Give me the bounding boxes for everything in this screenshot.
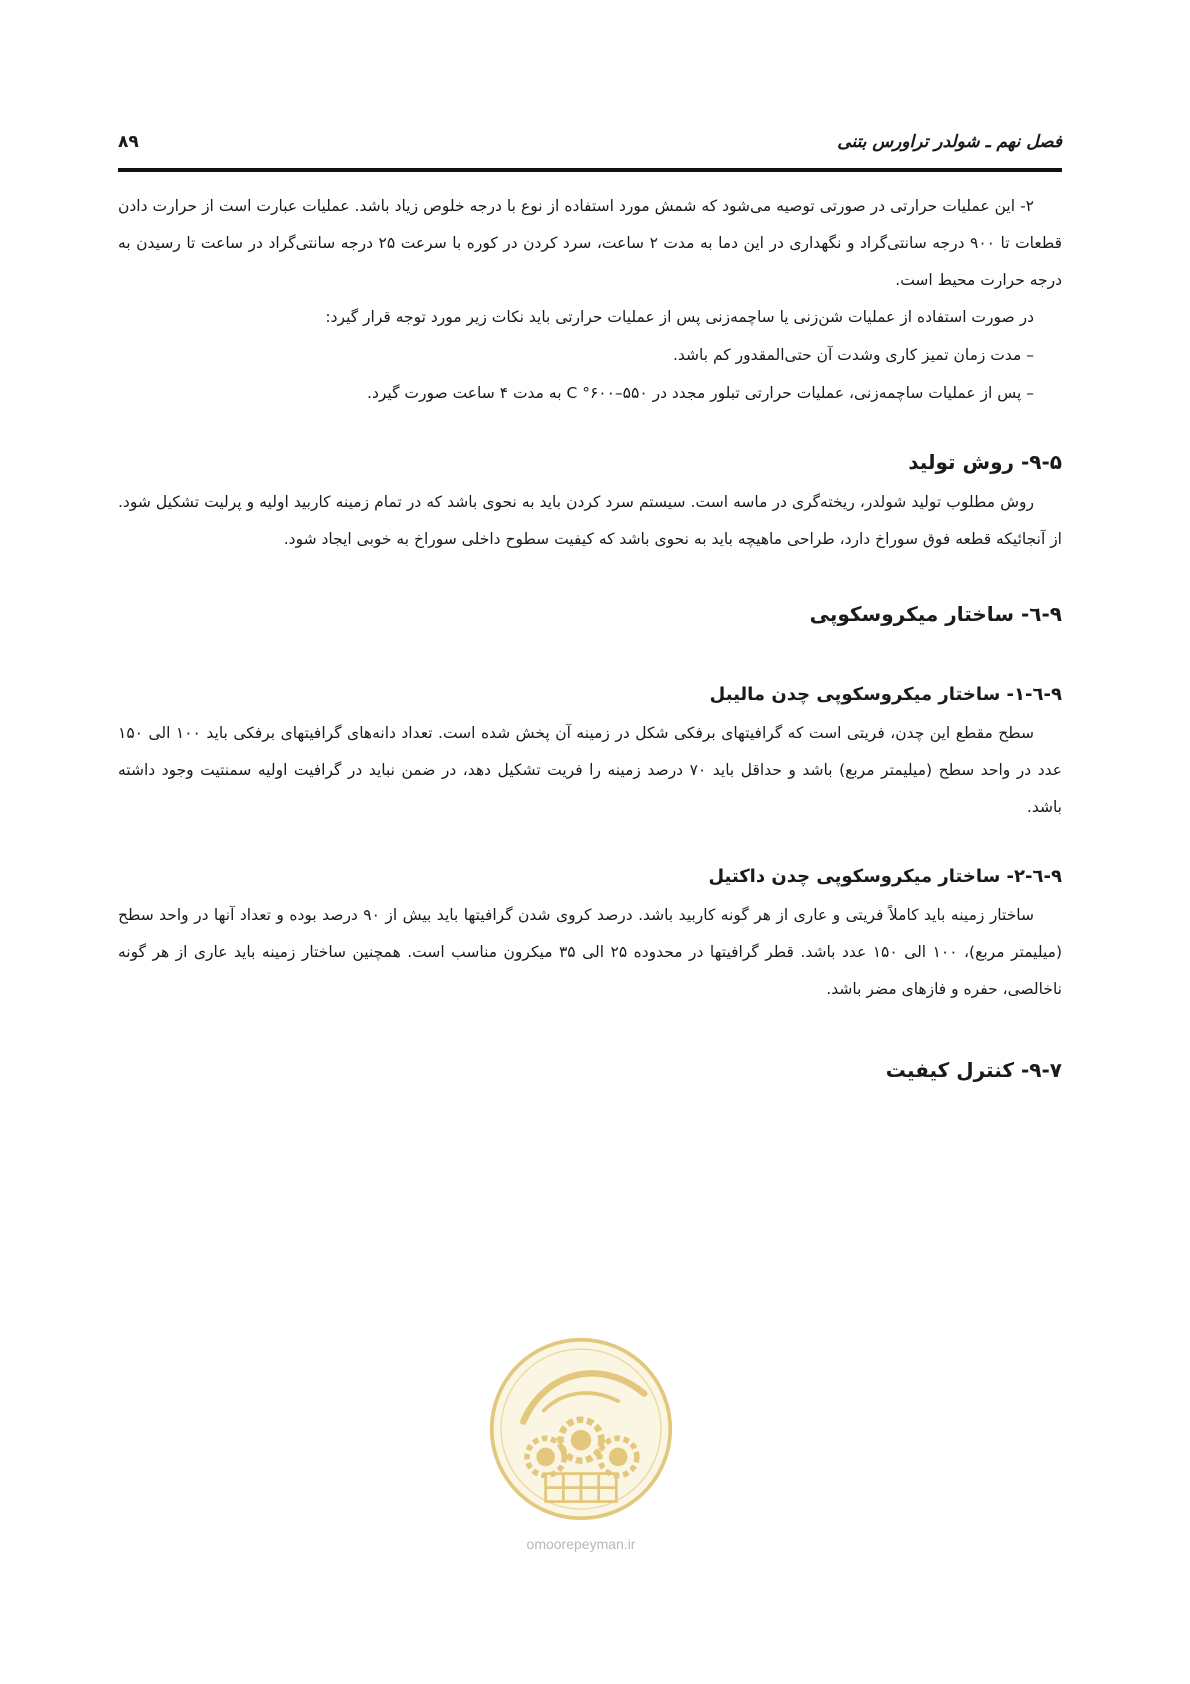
watermark-logo	[488, 1336, 674, 1522]
chapter-title: فصل نهم ـ شولدر تراورس بتنی	[837, 132, 1062, 152]
subsection-heading-ductile-iron: ۹-٦-۲- ساختار میکروسکوپی چدن داکتیل	[708, 866, 1062, 887]
paragraph-heat-treatment: ۲- این عملیات حرارتی در صورتی توصیه می‌شود که شمش مورد استفاده از نوع با درجه خلوص زیاد باشد. عملیات عبارت است از حرارت دادن قطعات تا ۹۰۰ درجه سانتی‌گراد و نگهداری در این دما به مدت ۲ ساعت، سرد کردن در کوره با سرعت ۲۵ درجه سانتی‌گراد در ساعت تا رسیدن به درجه حرارت محیط است.	[118, 197, 1062, 289]
subsection-heading-malleable-iron: ۹-٦-۱- ساختار میکروسکوپی چدن مالیبل	[709, 684, 1062, 705]
section-heading-quality-control: ۹-۷- کنترل کیفیت	[885, 1058, 1062, 1082]
list-item-cleaning-time: – مدت زمان تمیز کاری وشدت آن حتی‌المقدور کم باشد.	[672, 346, 1034, 364]
paragraph-malleable-iron: سطح مقطع این چدن، فریتی است که گرافیتهای برفکی شکل در زمینه آن پخش شده است. تعداد دانه‌های گرافیتهای برفکی باید ۱۰۰ الی ۱۵۰ عدد در واحد سطح (میلیمتر مربع) باشد و حداقل باید ۷۰ درصد زمینه را فریت تشکیل دهد، در ضمن نباید در گرافیت اولیه سمنتیت وجود داشته باشد.	[118, 724, 1062, 816]
paragraph-production-method: روش مطلوب تولید شولدر، ریخته‌گری در ماسه است. سیستم سرد کردن باید به نحوی باشد که در تمام زمینه کاربید اولیه و پرلیت تشکیل شود. از آنجائیکه قطعه فوق سوراخ دارد، طراحی ماهیچه باید به نحوی باشد که کیفیت سطوح داخلی سوراخ به خوبی ایجاد شود.	[118, 493, 1062, 548]
list-item-recrystallization: – پس از عملیات ساچمه‌زنی، عملیات حرارتی تبلور مجدد در C °۶۰۰–۵۵۰ به مدت ۴ ساعت صورت گیرد.	[367, 384, 1034, 402]
paragraph-ductile-iron: ساختار زمینه باید کاملاً فریتی و عاری از هر گونه کاربید باشد. درصد کروی شدن گرافیتها باید بیش از ۹۰ درصد بوده و تعداد آنها در واحد سطح (میلیمتر مربع)، ۱۰۰ الی ۱۵۰ عدد باشد. قطر گرافیتها در محدوده ۲۵ الی ۳۵ میکرون مناسب است. همچنین ساختار زمینه باید عاری از هر گونه ناخالصی، حفره و فازهای مضر باشد.	[118, 906, 1062, 998]
section-heading-production-method: ۹-۵- روش تولید	[908, 450, 1062, 474]
page-header	[118, 128, 1062, 164]
header-rule	[118, 168, 1062, 172]
watermark-site-text: omoorepeyman.ir	[526, 1536, 636, 1552]
section-heading-microstructure: ۹-٦- ساختار میکروسکوپی	[809, 602, 1062, 626]
page-content	[118, 188, 1062, 1082]
page-number: ۸۹	[118, 132, 139, 152]
paragraph-shot-blasting: در صورت استفاده از عملیات شن‌زنی یا ساچمه‌زنی پس از عملیات حرارتی باید نکات زیر مورد توجه قرار گیرد:	[325, 308, 1034, 326]
